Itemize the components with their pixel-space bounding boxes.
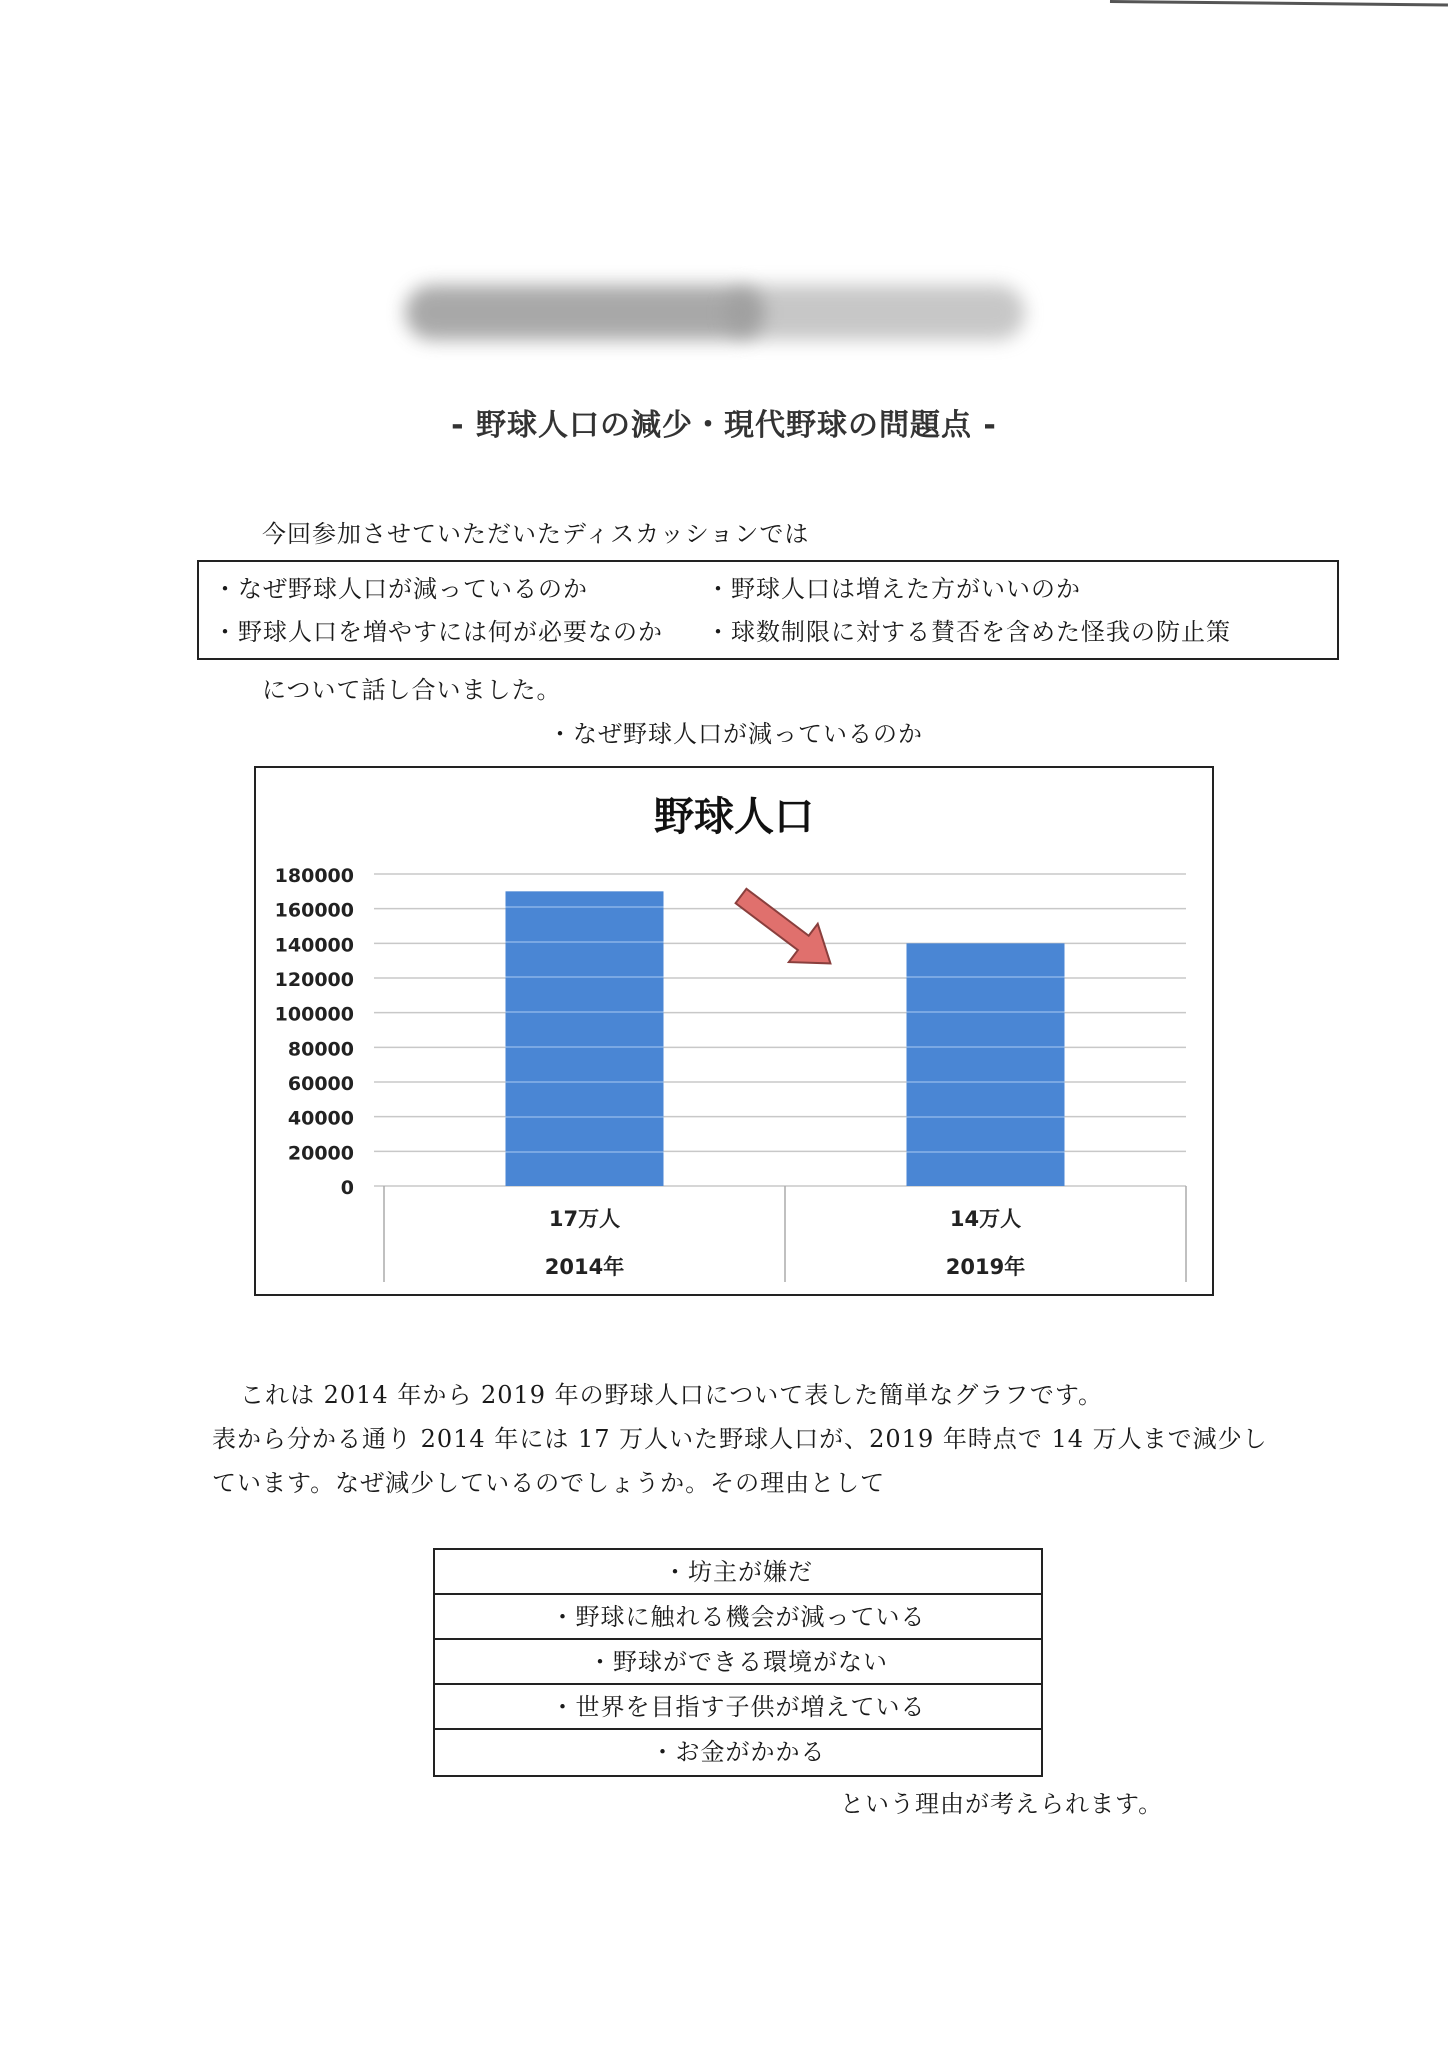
page-edge-line <box>1110 0 1448 7</box>
paragraph-line: これは 2014 年から 2019 年の野球人口について表した簡単なグラフです。 <box>240 1381 1103 1409</box>
y-tick-label: 80000 <box>287 1038 354 1061</box>
reason-item: ・坊主が嫌だ <box>435 1550 1041 1595</box>
reason-item: ・世界を目指す子供が増えている <box>435 1685 1041 1730</box>
bar-chart <box>254 766 1214 1296</box>
x-category-label: 2019年 <box>945 1255 1026 1279</box>
x-category-label: 2014年 <box>544 1255 625 1279</box>
y-tick-label: 100000 <box>274 1003 354 1026</box>
paragraph-line: 表から分かる通り 2014 年には 17 万人いた野球人口が、2019 年時点で 14 万人まで減少し <box>212 1425 1268 1453</box>
chart-title: 野球人口 <box>654 794 814 840</box>
y-tick-label: 140000 <box>274 934 354 957</box>
y-tick-label: 120000 <box>274 969 354 991</box>
section-heading: ・なぜ野球人口が減っているのか <box>548 720 923 748</box>
redacted-title <box>405 275 1055 355</box>
bar <box>506 891 664 1186</box>
y-tick-label: 0 <box>340 1177 354 1199</box>
reason-item: ・野球に触れる機会が減っている <box>435 1595 1041 1640</box>
y-tick-label: 20000 <box>287 1142 354 1165</box>
paragraph-line: ています。なぜ減少しているのでしょうか。その理由として <box>212 1469 886 1497</box>
topic-item: ・野球人口は増えた方がいいのか <box>706 575 1081 603</box>
intro-text: 今回参加させていただいたディスカッションでは <box>262 520 810 548</box>
topic-item: ・なぜ野球人口が減っているのか <box>213 575 588 603</box>
y-tick-label: 40000 <box>287 1107 354 1130</box>
data-label: 17万人 <box>548 1207 621 1231</box>
y-tick-label: 60000 <box>287 1073 354 1095</box>
bar <box>907 943 1065 1186</box>
closing-text: という理由が考えられます。 <box>840 1790 1164 1818</box>
document-subtitle: - 野球人口の減少・現代野球の問題点 - <box>451 408 997 443</box>
reasons-table <box>433 1548 1043 1777</box>
y-tick-label: 180000 <box>274 865 354 887</box>
after-topics-text: について話し合いました。 <box>262 676 562 704</box>
data-label: 14万人 <box>949 1207 1022 1231</box>
topics-box <box>197 560 1339 660</box>
y-tick-label: 160000 <box>274 899 354 922</box>
topic-item: ・球数制限に対する賛否を含めた怪我の防止策 <box>706 618 1231 646</box>
reason-item: ・お金がかかる <box>650 1738 826 1766</box>
topic-item: ・野球人口を増やすには何が必要なのか <box>213 618 663 646</box>
chart-canvas <box>256 768 1212 1294</box>
arrow-down-right-icon <box>727 877 845 983</box>
reason-item: ・野球ができる環境がない <box>435 1640 1041 1685</box>
